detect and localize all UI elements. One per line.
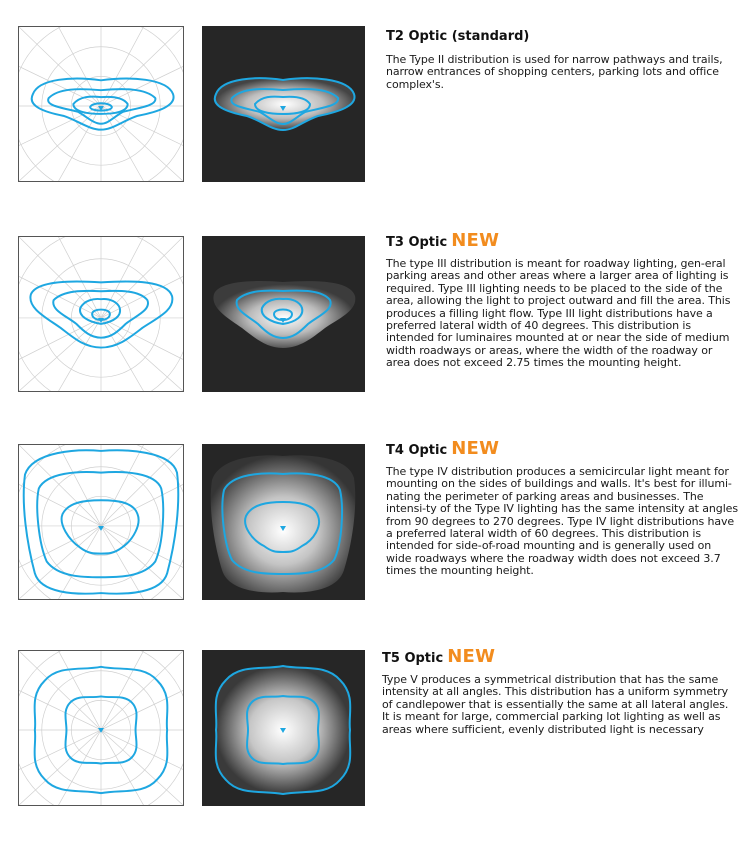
t2-text-block [386, 26, 738, 91]
t2-diagram-svg [19, 27, 183, 181]
t3-isolux-diagram [18, 236, 184, 392]
t4-photo-svg [202, 444, 365, 600]
t5-description: Type V produces a symmetrical distribution that has the same intensity at all angles. This distribution has a uniform symmetry of candlepower that is essentially the same at all lateral angles. It is meant for large, commercial parking lot lighting as well as areas where sufficient, evenly distributed light is necessary [382, 673, 729, 736]
t3-text-block [386, 230, 738, 370]
t5-diagram-svg [19, 651, 183, 805]
t4-diagram-svg [19, 445, 183, 599]
t4-title-text: T4 Optic [386, 443, 448, 458]
t4-light-photo [202, 444, 365, 600]
t3-photo-svg [202, 236, 365, 392]
t3-new-badge: NEW [451, 230, 500, 251]
t4-isolux-diagram [18, 444, 184, 600]
t4-title [386, 438, 738, 460]
t3-title [386, 230, 738, 252]
t3-light-photo [202, 236, 365, 392]
t5-isolux-diagram [18, 650, 184, 806]
t2-title-text: T2 Optic (standard) [386, 29, 530, 44]
t4-description: The type IV distribution produces a semicircular light meant for mounting on the sides of buildings and walls. It's best for illumi-nating the perimeter of parking areas and businesses. The intensi-ty of the Type IV lighting has the same intensity at angles from 90 degrees to 270 degrees. Type IV light distributions have a preferred lateral width of 60 degrees. This distribution is intended for side-of-road mounting and is generally used on wide roadways where the roadway width does not exceed 3.7 times the mounting height. [386, 465, 738, 578]
optic-section-t4 [0, 438, 750, 612]
t5-title [382, 646, 734, 668]
t2-light-photo [202, 26, 365, 182]
t5-light-photo [202, 650, 365, 806]
optic-section-t5 [0, 646, 750, 820]
t4-new-badge: NEW [451, 438, 500, 459]
t3-diagram-svg [19, 237, 183, 391]
optic-section-t2 [0, 26, 750, 196]
t5-new-badge: NEW [447, 646, 496, 667]
t2-title [386, 26, 738, 48]
t3-title-text: T3 Optic [386, 235, 448, 250]
t3-description: The type III distribution is meant for roadway lighting, gen-eral parking areas and other areas where a larger area of lighting is required. Type III lighting needs to be placed to the side of the area, allowing the light to project outward and fill the area. This produces a filling light flow. Type III light distributions have a preferred lateral width of 40 degrees. This distribution is intended for luminaires mounted at or near the side of medium width roadways or areas, where the width of the roadway or area does not exceed 2.75 times the mounting height. [386, 257, 731, 370]
t2-description: The Type II distribution is used for narrow pathways and trails, narrow entrances of shopping centers, parking lots and office complex's. [386, 53, 723, 91]
t2-isolux-diagram [18, 26, 184, 182]
optic-section-t3 [0, 230, 750, 404]
t5-text-block [382, 646, 734, 736]
t5-photo-svg [202, 650, 365, 806]
t4-text-block [386, 438, 738, 578]
t5-title-text: T5 Optic [382, 651, 444, 666]
t2-photo-svg [202, 26, 365, 182]
